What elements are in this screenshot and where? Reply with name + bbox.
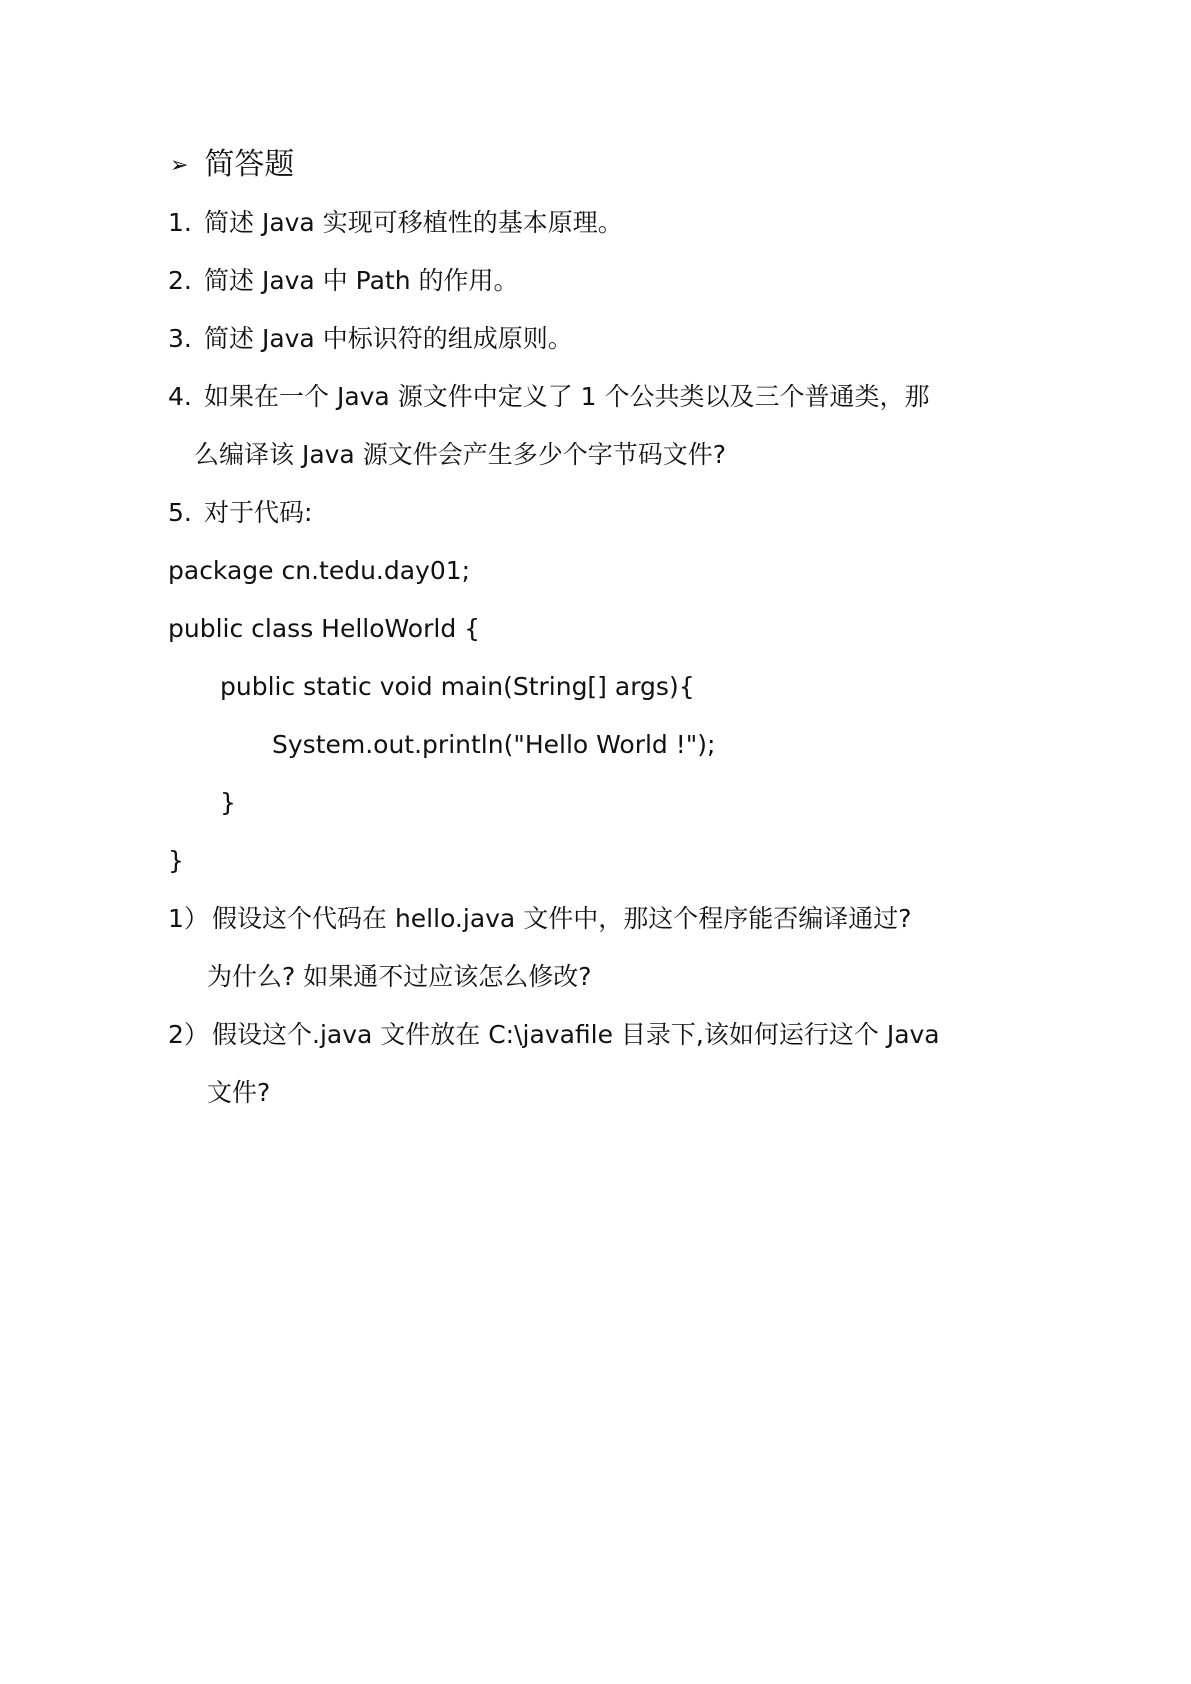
code-line-package: package cn.tedu.day01; (168, 556, 471, 585)
subquestion-text: 假设这个.java 文件放在 C:\javafile 目录下,该如何运行这个 Java (212, 1020, 940, 1049)
question-text: 简述 Java 中标识符的组成原则。 (204, 324, 573, 353)
question-number: 3. (168, 324, 192, 353)
question-text: 对于代码: (204, 498, 313, 527)
subquestion-2 (168, 1017, 940, 1053)
question-1 (168, 205, 623, 241)
question-text: 简述 Java 实现可移植性的基本原理。 (204, 208, 623, 237)
subquestion-1-continuation: 为什么? 如果通不过应该怎么修改? (207, 962, 592, 991)
subquestion-text: 假设这个代码在 hello.java 文件中，那这个程序能否编译通过? (212, 904, 912, 933)
question-3 (168, 321, 573, 357)
question-text: 如果在一个 Java 源文件中定义了 1 个公共类以及三个普通类，那 (204, 382, 930, 411)
question-number: 2. (168, 266, 192, 295)
subquestion-1 (168, 901, 911, 937)
code-line-close-class: } (168, 846, 184, 875)
section-heading (170, 145, 294, 186)
code-line-main: public static void main(String[] args){ (220, 672, 695, 701)
subquestion-number: 2） (168, 1020, 209, 1049)
code-line-class: public class HelloWorld { (168, 614, 481, 643)
question-4 (168, 379, 930, 415)
question-number: 1. (168, 208, 192, 237)
section-title: 简答题 (204, 147, 295, 182)
arrow-bullet-icon: ➢ (170, 153, 189, 178)
question-2 (168, 263, 519, 299)
question-text: 简述 Java 中 Path 的作用。 (204, 266, 519, 295)
subquestion-number: 1） (168, 904, 209, 933)
question-number: 5. (168, 498, 192, 527)
question-5 (168, 495, 312, 531)
code-line-close-main: } (220, 788, 236, 817)
question-number: 4. (168, 382, 192, 411)
subquestion-2-continuation: 文件? (207, 1078, 271, 1107)
code-line-println: System.out.println("Hello World !"); (272, 730, 716, 759)
question-4-continuation: 么编译该 Java 源文件会产生多少个字节码文件? (194, 440, 726, 469)
